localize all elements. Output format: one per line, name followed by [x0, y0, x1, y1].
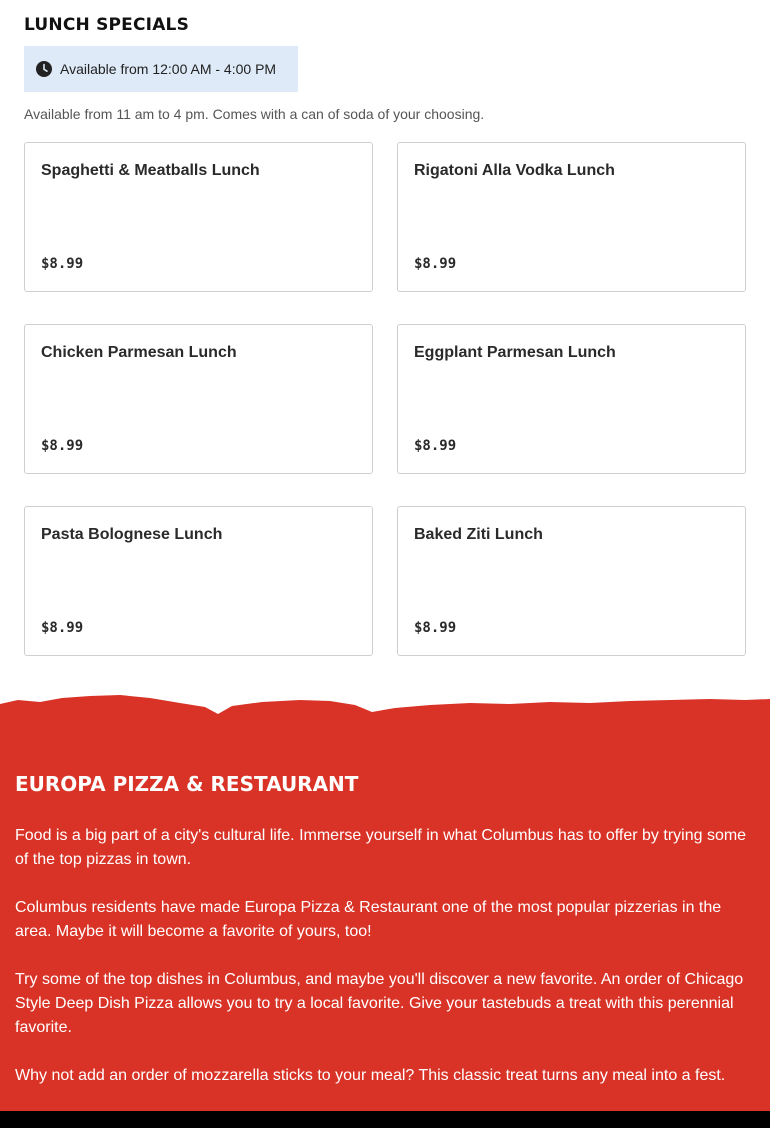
- menu-item-card[interactable]: [24, 324, 373, 474]
- menu-item-card[interactable]: [397, 142, 746, 292]
- menu-item-price: $8.99: [41, 620, 84, 636]
- footer-paragraph: Why not add an order of mozzarella sticks to your meal? This classic treat turns any meal into a fest.: [15, 1067, 726, 1084]
- section-description: Available from 11 am to 4 pm. Comes with a can of soda of your choosing.: [24, 106, 485, 122]
- torn-paper-edge: [0, 690, 770, 720]
- menu-item-price: $8.99: [41, 256, 84, 272]
- menu-item-price: $8.99: [414, 256, 457, 272]
- menu-item-price: $8.99: [414, 620, 457, 636]
- menu-item-card[interactable]: [397, 324, 746, 474]
- hours-text: Available from 12:00 AM - 4:00 PM: [60, 61, 277, 77]
- footer-section: [0, 690, 770, 1128]
- menu-item-name: Eggplant Parmesan Lunch: [414, 344, 616, 361]
- section-title: LUNCH SPECIALS: [24, 15, 190, 35]
- bottom-bar: [0, 1111, 770, 1128]
- footer-paragraph: Columbus residents have made Europa Pizza & Restaurant one of the most popular pizzerias in the area. Maybe it will become a favorite of yours, too!: [15, 899, 722, 940]
- menu-item-price: $8.99: [41, 438, 84, 454]
- menu-item-name: Pasta Bolognese Lunch: [41, 526, 223, 543]
- footer-paragraph: Try some of the top dishes in Columbus, and maybe you'll discover a new favorite. An order of Chicago Style Deep Dish Pizza allows you to try a local favorite. Give your tastebuds a treat with this perennial favorite.: [15, 971, 744, 1036]
- hours-badge: [24, 46, 298, 92]
- menu-item-card[interactable]: [397, 506, 746, 656]
- footer-title: EUROPA PIZZA & RESTAURANT: [15, 772, 359, 796]
- menu-item-card[interactable]: [24, 506, 373, 656]
- menu-item-card[interactable]: [24, 142, 373, 292]
- footer-paragraph: Food is a big part of a city's cultural life. Immerse yourself in what Columbus has to offer by trying some of the top pizzas in town.: [15, 827, 747, 868]
- menu-item-name: Baked Ziti Lunch: [414, 526, 543, 543]
- menu-item-price: $8.99: [414, 438, 457, 454]
- menu-item-name: Rigatoni Alla Vodka Lunch: [414, 162, 615, 179]
- menu-item-name: Spaghetti & Meatballs Lunch: [41, 162, 260, 179]
- menu-item-name: Chicken Parmesan Lunch: [41, 344, 237, 361]
- clock-icon: [36, 61, 52, 77]
- footer-content: [0, 718, 770, 1111]
